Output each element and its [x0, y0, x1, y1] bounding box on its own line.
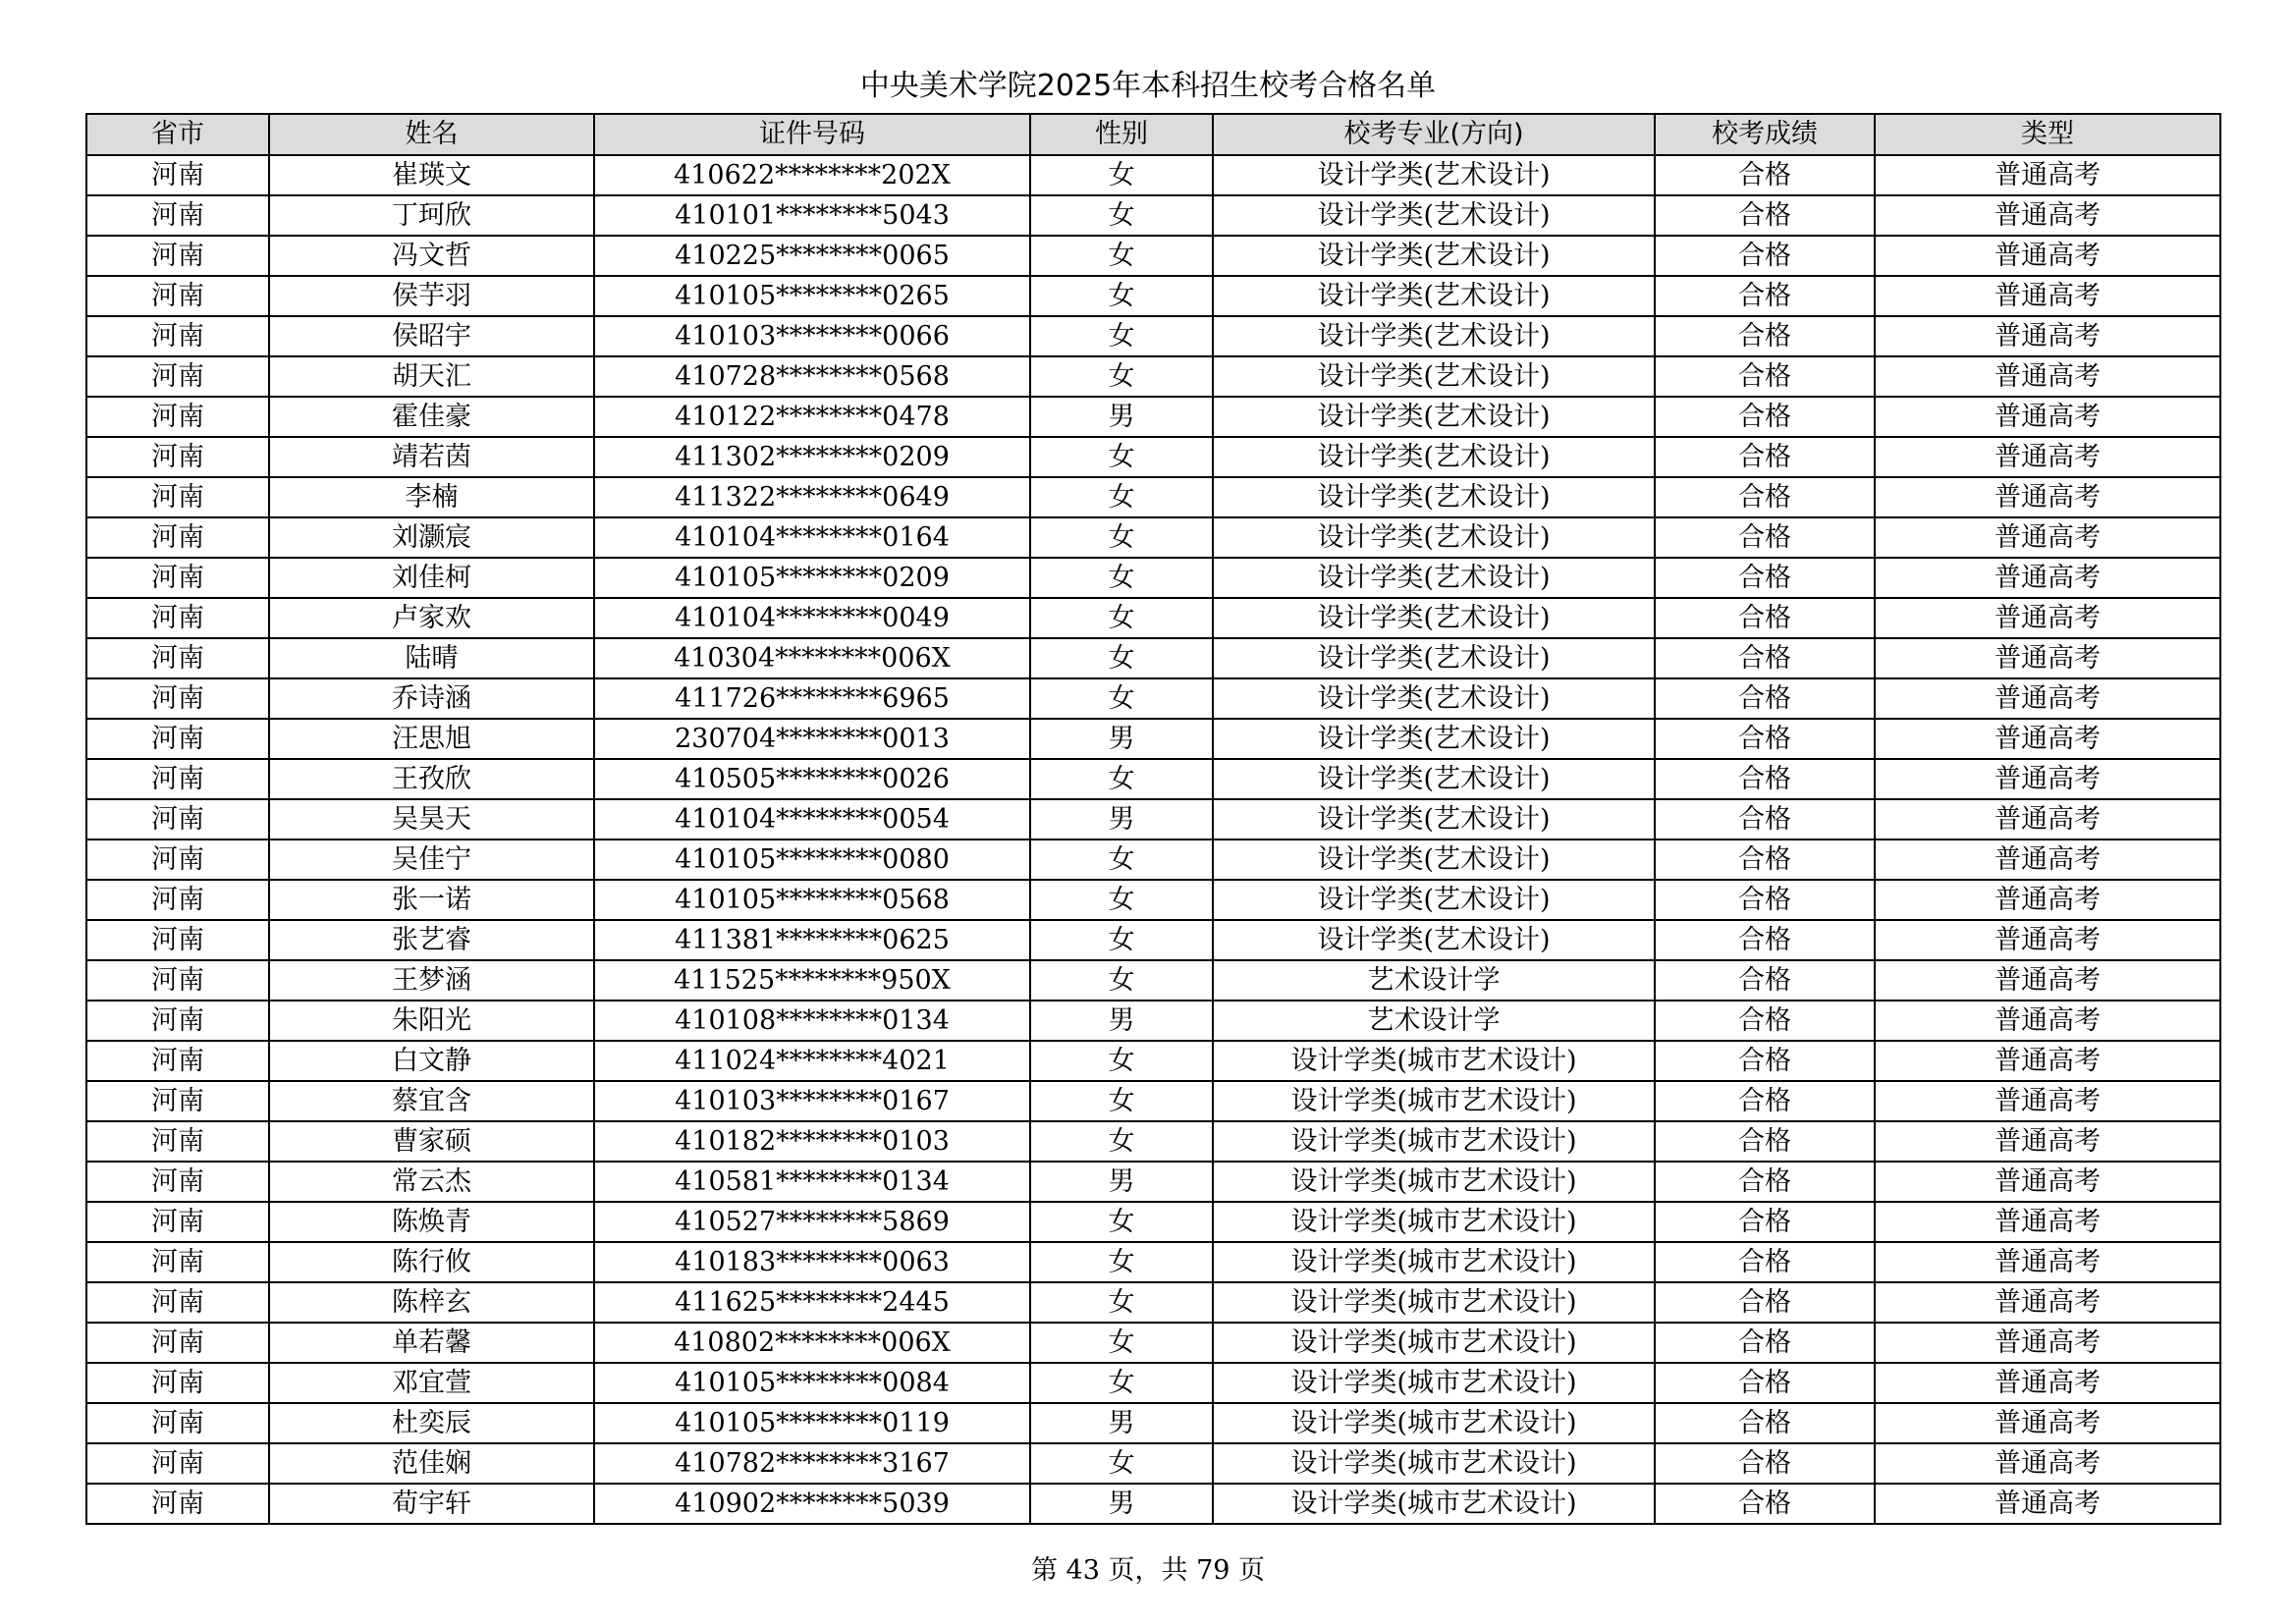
cell-name: 白文静 — [269, 1041, 594, 1081]
cell-result: 合格 — [1655, 1041, 1875, 1081]
table-row — [86, 1121, 2220, 1162]
cell-type: 普通高考 — [1875, 1403, 2220, 1443]
cell-province: 河南 — [86, 1242, 269, 1282]
cell-province: 河南 — [86, 920, 269, 960]
cell-province: 河南 — [86, 437, 269, 477]
cell-gender: 女 — [1030, 558, 1213, 598]
cell-province: 河南 — [86, 195, 269, 236]
cell-province: 河南 — [86, 1443, 269, 1484]
cell-major: 设计学类(城市艺术设计) — [1213, 1323, 1655, 1363]
cell-major: 设计学类(城市艺术设计) — [1213, 1443, 1655, 1484]
cell-gender: 女 — [1030, 1282, 1213, 1323]
cell-major: 设计学类(城市艺术设计) — [1213, 1162, 1655, 1202]
cell-type: 普通高考 — [1875, 638, 2220, 678]
table-row — [86, 799, 2220, 839]
cell-gender: 女 — [1030, 437, 1213, 477]
cell-result: 合格 — [1655, 880, 1875, 920]
cell-type: 普通高考 — [1875, 1323, 2220, 1363]
cell-gender: 男 — [1030, 1001, 1213, 1041]
cell-type: 普通高考 — [1875, 960, 2220, 1001]
cell-major: 艺术设计学 — [1213, 960, 1655, 1001]
cell-type: 普通高考 — [1875, 1443, 2220, 1484]
table-row — [86, 960, 2220, 1001]
cell-id-number: 410782********3167 — [594, 1443, 1030, 1484]
cell-name: 卢家欢 — [269, 598, 594, 638]
cell-id-number: 410581********0134 — [594, 1162, 1030, 1202]
header-name: 姓名 — [269, 114, 594, 155]
table-row — [86, 1001, 2220, 1041]
table-row — [86, 880, 2220, 920]
cell-gender: 女 — [1030, 1443, 1213, 1484]
cell-province: 河南 — [86, 356, 269, 397]
cell-gender: 女 — [1030, 678, 1213, 719]
cell-name: 陈行攸 — [269, 1242, 594, 1282]
cell-province: 河南 — [86, 1484, 269, 1524]
cell-name: 常云杰 — [269, 1162, 594, 1202]
table-row — [86, 759, 2220, 799]
cell-type: 普通高考 — [1875, 477, 2220, 517]
cell-type: 普通高考 — [1875, 437, 2220, 477]
cell-major: 设计学类(艺术设计) — [1213, 195, 1655, 236]
cell-type: 普通高考 — [1875, 1202, 2220, 1242]
cell-gender: 女 — [1030, 1242, 1213, 1282]
table-row — [86, 920, 2220, 960]
cell-type: 普通高考 — [1875, 1282, 2220, 1323]
cell-name: 张一诺 — [269, 880, 594, 920]
cell-major: 设计学类(艺术设计) — [1213, 356, 1655, 397]
table-row — [86, 1202, 2220, 1242]
cell-major: 设计学类(艺术设计) — [1213, 397, 1655, 437]
cell-gender: 男 — [1030, 397, 1213, 437]
table-header-row — [86, 114, 2220, 155]
cell-result: 合格 — [1655, 477, 1875, 517]
cell-name: 靖若茵 — [269, 437, 594, 477]
cell-id-number: 230704********0013 — [594, 719, 1030, 759]
cell-name: 曹家硕 — [269, 1121, 594, 1162]
cell-id-number: 410728********0568 — [594, 356, 1030, 397]
cell-id-number: 411525********950X — [594, 960, 1030, 1001]
table-row — [86, 558, 2220, 598]
cell-id-number: 410105********0119 — [594, 1403, 1030, 1443]
cell-name: 李楠 — [269, 477, 594, 517]
cell-name: 丁珂欣 — [269, 195, 594, 236]
page-number: 第 43 页，共 79 页 — [1030, 1555, 1266, 1586]
table-row — [86, 155, 2220, 195]
cell-major: 设计学类(艺术设计) — [1213, 236, 1655, 276]
cell-result: 合格 — [1655, 1121, 1875, 1162]
cell-id-number: 410104********0054 — [594, 799, 1030, 839]
cell-province: 河南 — [86, 1202, 269, 1242]
cell-province: 河南 — [86, 638, 269, 678]
table-row — [86, 195, 2220, 236]
table-row — [86, 356, 2220, 397]
cell-name: 王梦涵 — [269, 960, 594, 1001]
cell-name: 汪思旭 — [269, 719, 594, 759]
cell-gender: 男 — [1030, 1162, 1213, 1202]
cell-major: 设计学类(城市艺术设计) — [1213, 1282, 1655, 1323]
cell-gender: 女 — [1030, 1121, 1213, 1162]
cell-name: 冯文哲 — [269, 236, 594, 276]
table-row — [86, 638, 2220, 678]
cell-major: 设计学类(艺术设计) — [1213, 155, 1655, 195]
cell-province: 河南 — [86, 960, 269, 1001]
cell-gender: 女 — [1030, 276, 1213, 316]
cell-province: 河南 — [86, 236, 269, 276]
cell-id-number: 410902********5039 — [594, 1484, 1030, 1524]
cell-gender: 女 — [1030, 839, 1213, 880]
cell-id-number: 410105********0265 — [594, 276, 1030, 316]
cell-province: 河南 — [86, 1323, 269, 1363]
cell-gender: 女 — [1030, 155, 1213, 195]
cell-type: 普通高考 — [1875, 920, 2220, 960]
cell-gender: 女 — [1030, 1081, 1213, 1121]
cell-gender: 女 — [1030, 960, 1213, 1001]
table-row — [86, 1484, 2220, 1524]
table-row — [86, 839, 2220, 880]
cell-result: 合格 — [1655, 920, 1875, 960]
cell-result: 合格 — [1655, 1001, 1875, 1041]
cell-province: 河南 — [86, 1403, 269, 1443]
cell-major: 设计学类(艺术设计) — [1213, 638, 1655, 678]
cell-type: 普通高考 — [1875, 397, 2220, 437]
cell-id-number: 411726********6965 — [594, 678, 1030, 719]
cell-result: 合格 — [1655, 236, 1875, 276]
cell-result: 合格 — [1655, 839, 1875, 880]
cell-major: 设计学类(艺术设计) — [1213, 839, 1655, 880]
header-major: 校考专业(方向) — [1213, 114, 1655, 155]
cell-province: 河南 — [86, 839, 269, 880]
cell-id-number: 410105********0084 — [594, 1363, 1030, 1403]
cell-result: 合格 — [1655, 1081, 1875, 1121]
cell-name: 单若馨 — [269, 1323, 594, 1363]
cell-major: 设计学类(艺术设计) — [1213, 517, 1655, 558]
cell-gender: 女 — [1030, 316, 1213, 356]
cell-province: 河南 — [86, 1282, 269, 1323]
cell-major: 设计学类(艺术设计) — [1213, 678, 1655, 719]
header-gender: 性别 — [1030, 114, 1213, 155]
cell-result: 合格 — [1655, 1443, 1875, 1484]
header-result: 校考成绩 — [1655, 114, 1875, 155]
cell-major: 设计学类(城市艺术设计) — [1213, 1121, 1655, 1162]
cell-type: 普通高考 — [1875, 1484, 2220, 1524]
cell-result: 合格 — [1655, 517, 1875, 558]
cell-id-number: 410104********0049 — [594, 598, 1030, 638]
cell-province: 河南 — [86, 880, 269, 920]
cell-gender: 女 — [1030, 517, 1213, 558]
cell-province: 河南 — [86, 1041, 269, 1081]
cell-type: 普通高考 — [1875, 1041, 2220, 1081]
cell-id-number: 411024********4021 — [594, 1041, 1030, 1081]
cell-major: 设计学类(艺术设计) — [1213, 558, 1655, 598]
cell-result: 合格 — [1655, 678, 1875, 719]
cell-gender: 女 — [1030, 1202, 1213, 1242]
cell-province: 河南 — [86, 1081, 269, 1121]
cell-type: 普通高考 — [1875, 276, 2220, 316]
cell-name: 刘佳柯 — [269, 558, 594, 598]
cell-gender: 女 — [1030, 759, 1213, 799]
cell-province: 河南 — [86, 276, 269, 316]
cell-province: 河南 — [86, 316, 269, 356]
table-row — [86, 1443, 2220, 1484]
cell-result: 合格 — [1655, 558, 1875, 598]
cell-gender: 女 — [1030, 598, 1213, 638]
cell-result: 合格 — [1655, 598, 1875, 638]
cell-id-number: 410103********0066 — [594, 316, 1030, 356]
cell-id-number: 410103********0167 — [594, 1081, 1030, 1121]
header-type: 类型 — [1875, 114, 2220, 155]
cell-gender: 女 — [1030, 1323, 1213, 1363]
table-row — [86, 316, 2220, 356]
cell-result: 合格 — [1655, 1162, 1875, 1202]
cell-gender: 男 — [1030, 1403, 1213, 1443]
cell-major: 设计学类(艺术设计) — [1213, 316, 1655, 356]
cell-id-number: 410122********0478 — [594, 397, 1030, 437]
cell-type: 普通高考 — [1875, 1162, 2220, 1202]
cell-result: 合格 — [1655, 759, 1875, 799]
cell-gender: 女 — [1030, 356, 1213, 397]
cell-type: 普通高考 — [1875, 1242, 2220, 1282]
cell-name: 乔诗涵 — [269, 678, 594, 719]
cell-province: 河南 — [86, 1363, 269, 1403]
cell-result: 合格 — [1655, 799, 1875, 839]
cell-name: 霍佳豪 — [269, 397, 594, 437]
cell-result: 合格 — [1655, 276, 1875, 316]
cell-result: 合格 — [1655, 195, 1875, 236]
cell-gender: 女 — [1030, 1041, 1213, 1081]
cell-name: 吴佳宁 — [269, 839, 594, 880]
cell-result: 合格 — [1655, 356, 1875, 397]
cell-result: 合格 — [1655, 1363, 1875, 1403]
cell-type: 普通高考 — [1875, 517, 2220, 558]
cell-result: 合格 — [1655, 155, 1875, 195]
table-row — [86, 719, 2220, 759]
table-row — [86, 477, 2220, 517]
cell-province: 河南 — [86, 719, 269, 759]
table-row — [86, 437, 2220, 477]
cell-id-number: 410108********0134 — [594, 1001, 1030, 1041]
cell-gender: 女 — [1030, 880, 1213, 920]
cell-type: 普通高考 — [1875, 759, 2220, 799]
cell-name: 王孜欣 — [269, 759, 594, 799]
cell-id-number: 411381********0625 — [594, 920, 1030, 960]
cell-major: 设计学类(城市艺术设计) — [1213, 1081, 1655, 1121]
cell-major: 设计学类(城市艺术设计) — [1213, 1041, 1655, 1081]
cell-type: 普通高考 — [1875, 719, 2220, 759]
cell-type: 普通高考 — [1875, 316, 2220, 356]
cell-gender: 女 — [1030, 195, 1213, 236]
cell-id-number: 411625********2445 — [594, 1282, 1030, 1323]
cell-result: 合格 — [1655, 437, 1875, 477]
cell-major: 设计学类(艺术设计) — [1213, 477, 1655, 517]
page-title: 中央美术学院2025年本科招生校考合格名单 — [859, 69, 1437, 103]
cell-type: 普通高考 — [1875, 799, 2220, 839]
cell-province: 河南 — [86, 678, 269, 719]
cell-id-number: 410105********0568 — [594, 880, 1030, 920]
table-row — [86, 1041, 2220, 1081]
table-row — [86, 1403, 2220, 1443]
table-row — [86, 1242, 2220, 1282]
cell-id-number: 410622********202X — [594, 155, 1030, 195]
cell-name: 侯昭宇 — [269, 316, 594, 356]
cell-id-number: 410505********0026 — [594, 759, 1030, 799]
cell-id-number: 410225********0065 — [594, 236, 1030, 276]
cell-result: 合格 — [1655, 316, 1875, 356]
cell-major: 艺术设计学 — [1213, 1001, 1655, 1041]
cell-major: 设计学类(艺术设计) — [1213, 437, 1655, 477]
cell-type: 普通高考 — [1875, 1081, 2220, 1121]
cell-name: 陆晴 — [269, 638, 594, 678]
cell-id-number: 410104********0164 — [594, 517, 1030, 558]
cell-result: 合格 — [1655, 1282, 1875, 1323]
cell-major: 设计学类(艺术设计) — [1213, 276, 1655, 316]
cell-type: 普通高考 — [1875, 356, 2220, 397]
table-row — [86, 276, 2220, 316]
table-row — [86, 236, 2220, 276]
admission-table — [85, 113, 2221, 1525]
cell-id-number: 410183********0063 — [594, 1242, 1030, 1282]
cell-major: 设计学类(艺术设计) — [1213, 759, 1655, 799]
cell-id-number: 410304********006X — [594, 638, 1030, 678]
cell-id-number: 410802********006X — [594, 1323, 1030, 1363]
cell-province: 河南 — [86, 558, 269, 598]
cell-major: 设计学类(城市艺术设计) — [1213, 1484, 1655, 1524]
cell-id-number: 410182********0103 — [594, 1121, 1030, 1162]
cell-name: 朱阳光 — [269, 1001, 594, 1041]
cell-gender: 男 — [1030, 1484, 1213, 1524]
cell-name: 邓宜萱 — [269, 1363, 594, 1403]
table-row — [86, 1363, 2220, 1403]
table-row — [86, 678, 2220, 719]
cell-province: 河南 — [86, 155, 269, 195]
cell-name: 侯芋羽 — [269, 276, 594, 316]
cell-type: 普通高考 — [1875, 678, 2220, 719]
cell-name: 刘灏宸 — [269, 517, 594, 558]
cell-name: 陈梓玄 — [269, 1282, 594, 1323]
table-body — [86, 155, 2220, 1524]
cell-result: 合格 — [1655, 960, 1875, 1001]
cell-province: 河南 — [86, 759, 269, 799]
cell-result: 合格 — [1655, 719, 1875, 759]
cell-result: 合格 — [1655, 638, 1875, 678]
cell-major: 设计学类(艺术设计) — [1213, 719, 1655, 759]
cell-id-number: 411322********0649 — [594, 477, 1030, 517]
cell-id-number: 410527********5869 — [594, 1202, 1030, 1242]
cell-result: 合格 — [1655, 1403, 1875, 1443]
cell-name: 荀宇轩 — [269, 1484, 594, 1524]
table-row — [86, 1323, 2220, 1363]
table-row — [86, 517, 2220, 558]
cell-type: 普通高考 — [1875, 598, 2220, 638]
cell-province: 河南 — [86, 477, 269, 517]
cell-name: 胡天汇 — [269, 356, 594, 397]
cell-province: 河南 — [86, 397, 269, 437]
cell-major: 设计学类(艺术设计) — [1213, 920, 1655, 960]
cell-type: 普通高考 — [1875, 558, 2220, 598]
cell-result: 合格 — [1655, 1323, 1875, 1363]
cell-gender: 女 — [1030, 236, 1213, 276]
cell-gender: 男 — [1030, 719, 1213, 759]
cell-major: 设计学类(艺术设计) — [1213, 880, 1655, 920]
cell-id-number: 410105********0080 — [594, 839, 1030, 880]
cell-name: 杜奕辰 — [269, 1403, 594, 1443]
cell-result: 合格 — [1655, 1242, 1875, 1282]
cell-gender: 女 — [1030, 638, 1213, 678]
cell-id-number: 411302********0209 — [594, 437, 1030, 477]
cell-type: 普通高考 — [1875, 880, 2220, 920]
cell-name: 陈焕青 — [269, 1202, 594, 1242]
cell-province: 河南 — [86, 517, 269, 558]
cell-name: 吴昊天 — [269, 799, 594, 839]
cell-gender: 男 — [1030, 799, 1213, 839]
cell-name: 张艺睿 — [269, 920, 594, 960]
header-province: 省市 — [86, 114, 269, 155]
cell-type: 普通高考 — [1875, 839, 2220, 880]
cell-province: 河南 — [86, 1121, 269, 1162]
table-row — [86, 397, 2220, 437]
cell-major: 设计学类(艺术设计) — [1213, 598, 1655, 638]
cell-gender: 女 — [1030, 920, 1213, 960]
table-row — [86, 1162, 2220, 1202]
cell-gender: 女 — [1030, 1363, 1213, 1403]
cell-type: 普通高考 — [1875, 1121, 2220, 1162]
cell-type: 普通高考 — [1875, 236, 2220, 276]
cell-id-number: 410101********5043 — [594, 195, 1030, 236]
cell-province: 河南 — [86, 1001, 269, 1041]
cell-province: 河南 — [86, 799, 269, 839]
table-row — [86, 598, 2220, 638]
cell-province: 河南 — [86, 1162, 269, 1202]
cell-name: 崔瑛文 — [269, 155, 594, 195]
cell-province: 河南 — [86, 598, 269, 638]
table-row — [86, 1081, 2220, 1121]
cell-type: 普通高考 — [1875, 1363, 2220, 1403]
cell-type: 普通高考 — [1875, 1001, 2220, 1041]
header-id-number: 证件号码 — [594, 114, 1030, 155]
cell-major: 设计学类(城市艺术设计) — [1213, 1403, 1655, 1443]
cell-name: 范佳娴 — [269, 1443, 594, 1484]
cell-id-number: 410105********0209 — [594, 558, 1030, 598]
table-row — [86, 1282, 2220, 1323]
cell-name: 蔡宜含 — [269, 1081, 594, 1121]
cell-result: 合格 — [1655, 1202, 1875, 1242]
cell-major: 设计学类(城市艺术设计) — [1213, 1363, 1655, 1403]
cell-gender: 女 — [1030, 477, 1213, 517]
cell-major: 设计学类(城市艺术设计) — [1213, 1242, 1655, 1282]
cell-major: 设计学类(艺术设计) — [1213, 799, 1655, 839]
cell-type: 普通高考 — [1875, 195, 2220, 236]
cell-result: 合格 — [1655, 397, 1875, 437]
cell-major: 设计学类(城市艺术设计) — [1213, 1202, 1655, 1242]
cell-type: 普通高考 — [1875, 155, 2220, 195]
cell-result: 合格 — [1655, 1484, 1875, 1524]
